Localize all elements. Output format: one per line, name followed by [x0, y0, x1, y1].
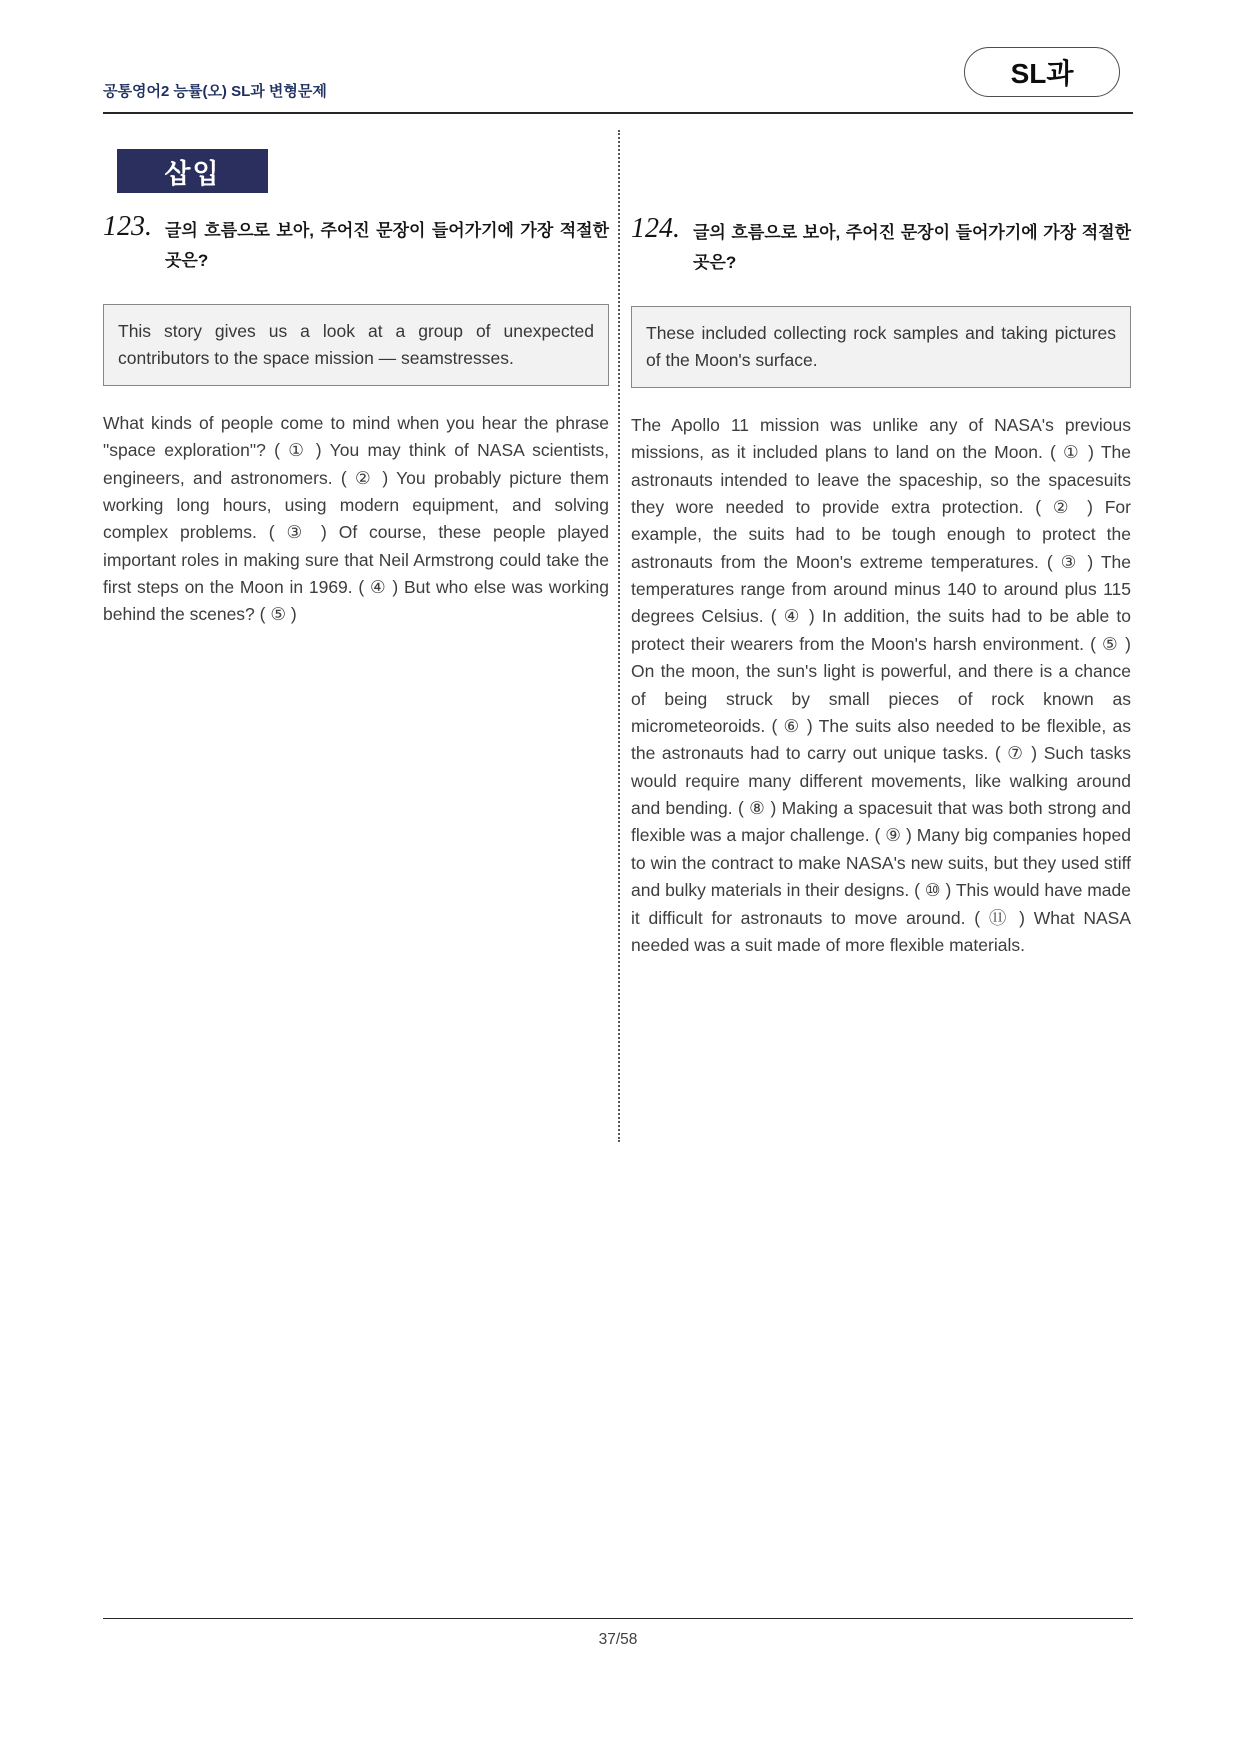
question-prompt: 글의 흐름으로 보아, 주어진 문장이 들어가기에 가장 적절한 곳은? — [165, 221, 609, 270]
header-title: 공통영어2 능률(오) SL과 변형문제 — [103, 83, 327, 100]
right-column — [631, 114, 1131, 959]
column-divider — [618, 130, 620, 1142]
question-number: 124. — [631, 213, 680, 244]
question-number: 123. — [103, 211, 152, 242]
passage-text: The Apollo 11 mission was unlike any of NASA's previous missions, as it included plans to land on the Moon. ( ① ) The astronauts intended to leave the spaceship, so the spacesuits they wore needed to provide extra protection. ( ② ) For example, the suits had to be tough enough to protect the astronauts from the Moon's extreme temperatures. ( ③ ) The temperatures range from around minus 140 to around plus 115 degrees Celsius. ( ④ ) In addition, the suits had to be able to protect their wearers from the Moon's harsh environment. ( ⑤ ) On the moon, the sun's light is powerful, and there is a chance of being struck by small pieces of rock known as micrometeoroids. ( ⑥ ) The suits also needed to be flexible, as the astronauts had to carry out unique tasks. ( ⑦ ) Such tasks would require many different movements, like walking around and bending. ( ⑧ ) Making a spacesuit that was both strong and flexible was a major challenge. ( ⑨ ) Many big companies hoped to win the contract to make NASA's new suits, but they used stiff and bulky materials in their designs. ( ⑩ ) This would have made it difficult for astronauts to move around. ( ⑪ ) What NASA needed was a suit made of more flexible materials. — [631, 414, 1131, 955]
corner-badge-label: SL과 — [1010, 58, 1074, 89]
given-sentence-box: This story gives us a look at a group of unexpected contributors to the space mission — seamstresses. — [103, 304, 609, 386]
question-124-heading — [631, 214, 1131, 278]
given-sentence-box: These included collecting rock samples and taking pictures of the Moon's surface. — [631, 306, 1131, 388]
passage-text: What kinds of people come to mind when you hear the phrase "space exploration"? ( ① ) You may think of NASA scientists, engineers, and astronomers. ( ② ) You probably picture them working long hours, using modern equipment, and solving complex problems. ( ③ ) Of course, these people played important roles in making sure that Neil Armstrong could take the first steps on the Moon in 1969. ( ④ ) But who else was working behind the scenes? ( ⑤ ) — [103, 412, 609, 625]
question-123-heading — [103, 212, 609, 276]
left-column — [103, 114, 609, 629]
question-123 — [103, 212, 609, 629]
question-prompt: 글의 흐름으로 보아, 주어진 문장이 들어가기에 가장 적절한 곳은? — [693, 223, 1131, 272]
page-number: 37/58 — [598, 1631, 638, 1648]
page-footer — [103, 1618, 1133, 1649]
two-column-layout — [103, 114, 1133, 1142]
section-badge: 삽입 — [117, 149, 268, 193]
question-124 — [631, 214, 1131, 959]
corner-badge — [964, 47, 1120, 97]
